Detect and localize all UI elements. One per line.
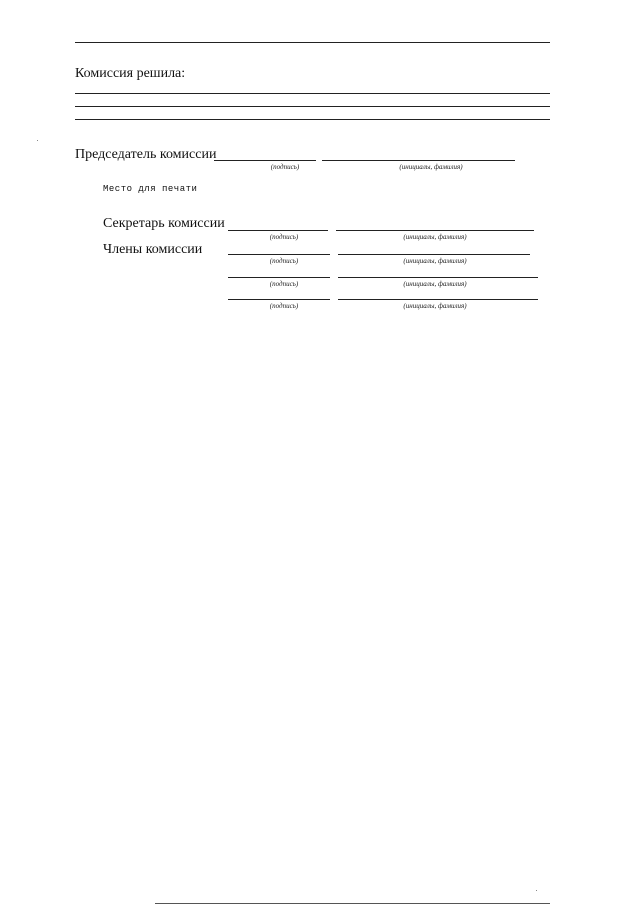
chairman-name-caption: (инициалы, фамилия) <box>399 163 463 171</box>
member-1-name-caption: (инициалы, фамилия) <box>403 257 467 265</box>
member-2-signature-line <box>228 277 330 278</box>
secretary-label: Секретарь комиссии <box>103 216 225 231</box>
member-3-name-line <box>338 299 538 300</box>
member-3-signature-line <box>228 299 330 300</box>
member-1-name-line <box>338 254 530 255</box>
member-1-signature-line <box>228 254 330 255</box>
member-2-signature-caption: (подпись) <box>269 280 299 288</box>
scan-speck <box>536 890 537 891</box>
decision-line-2 <box>75 106 550 107</box>
scan-speck <box>37 140 38 141</box>
chairman-signature-line <box>214 160 316 161</box>
secretary-signature-caption: (подпись) <box>269 233 299 241</box>
chairman-name-line <box>322 160 515 161</box>
bottom-rule <box>155 903 550 904</box>
member-2-name-line <box>338 277 538 278</box>
decision-line-1 <box>75 93 550 94</box>
secretary-signature-line <box>228 230 328 231</box>
secretary-name-line <box>336 230 534 231</box>
members-label: Члены комиссии <box>103 242 203 257</box>
secretary-name-caption: (инициалы, фамилия) <box>403 233 467 241</box>
member-3-signature-caption: (подпись) <box>269 302 299 310</box>
decision-heading: Комиссия решила: <box>75 66 186 81</box>
top-rule <box>75 42 550 43</box>
chairman-signature-caption: (подпись) <box>270 163 300 171</box>
member-3-name-caption: (инициалы, фамилия) <box>403 302 467 310</box>
member-1-signature-caption: (подпись) <box>269 257 299 265</box>
chairman-label: Председатель комиссии <box>75 147 217 162</box>
member-2-name-caption: (инициалы, фамилия) <box>403 280 467 288</box>
decision-line-3 <box>75 119 550 120</box>
stamp-placeholder: Место для печати <box>103 184 198 194</box>
